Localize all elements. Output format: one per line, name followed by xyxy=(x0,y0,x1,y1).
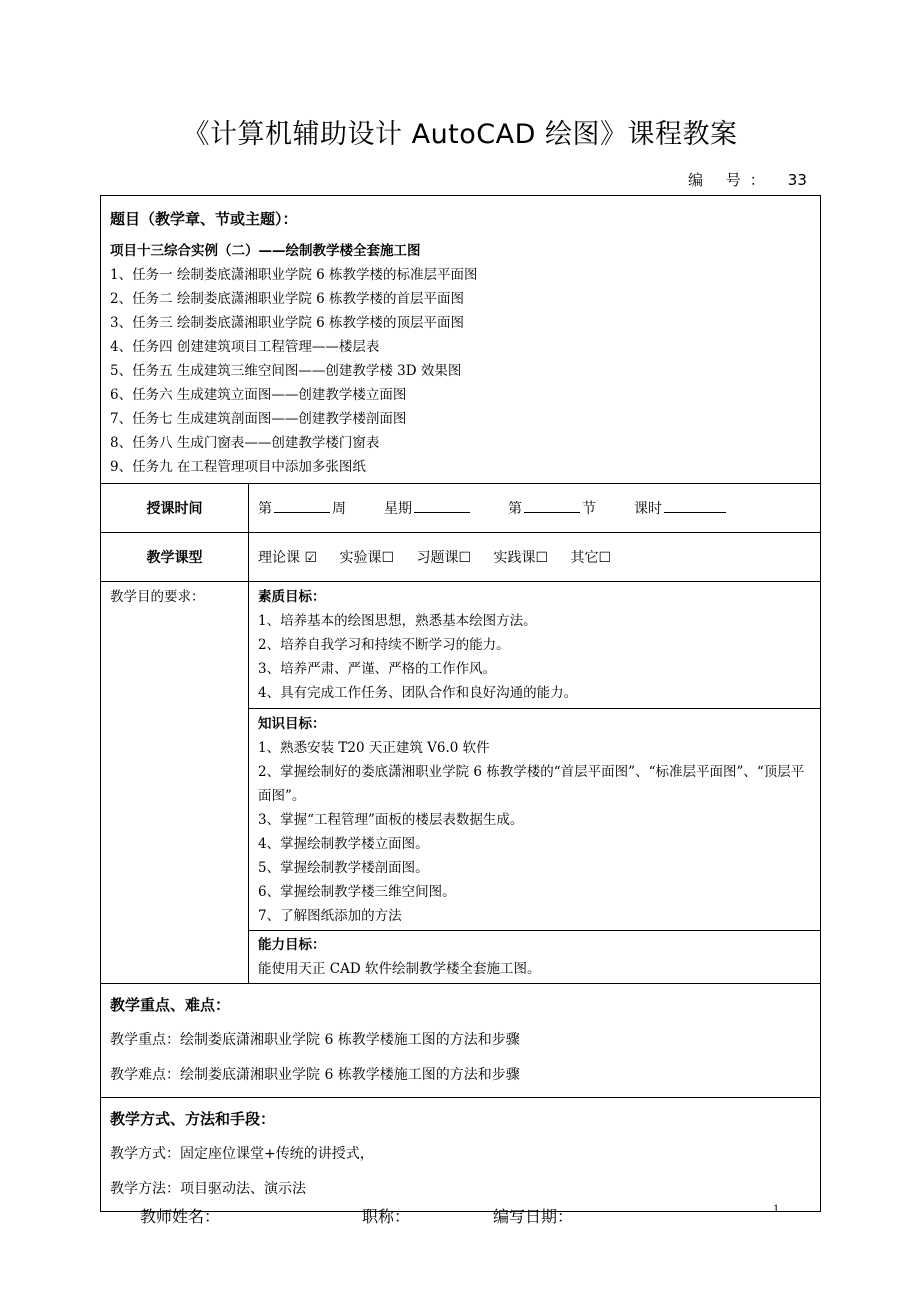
knowledge-goals xyxy=(249,708,820,930)
task-item: 3、任务三 绘制娄底潇湘职业学院 6 栋教学楼的顶层平面图 xyxy=(110,315,465,331)
ability-heading: 能力目标： xyxy=(258,937,326,953)
task-item: 6、任务六 生成建筑立面图——创建教学楼立面图 xyxy=(110,387,407,403)
schedule-label: 授课时间 xyxy=(101,484,249,533)
objectives-row xyxy=(101,582,821,984)
topic-row xyxy=(101,196,821,484)
option-practice[interactable]: 实践课☐ xyxy=(493,550,549,566)
section-blank xyxy=(524,498,580,513)
page-number: 1 xyxy=(773,1201,779,1215)
key-points-row xyxy=(101,984,821,1098)
teaching-focus: 教学重点：绘制娄底潇湘职业学院 6 栋教学楼施工图的方法和步骤 xyxy=(110,1032,520,1048)
objectives-label-cell xyxy=(101,582,249,984)
task-item: 8、任务八 生成门窗表——创建教学楼门窗表 xyxy=(110,435,380,451)
task-item: 1、任务一 绘制娄底潇湘职业学院 6 栋教学楼的标准层平面图 xyxy=(110,267,478,283)
knowledge-item: 2、掌握绘制好的娄底潇湘职业学院 6 栋教学楼的“首层平面图”、“标准层平面图”、“顶层平面图”。 xyxy=(258,764,805,804)
hours-label: 课时 xyxy=(634,501,662,517)
teaching-difficulty: 教学难点：绘制娄底潇湘职业学院 6 栋教学楼施工图的方法和步骤 xyxy=(110,1067,520,1083)
quality-item: 4、具有完成工作任务、团队合作和良好沟通的能力。 xyxy=(258,685,578,701)
day-blank xyxy=(414,498,470,513)
methods-heading: 教学方式、方法和手段： xyxy=(110,1110,276,1128)
task-item: 7、任务七 生成建筑剖面图——创建教学楼剖面图 xyxy=(110,411,407,427)
task-item: 5、任务五 生成建筑三维空间图——创建教学楼 3D 效果图 xyxy=(110,363,462,379)
task-item: 4、任务四 创建建筑项目工程管理——楼层表 xyxy=(110,339,380,355)
option-exercise[interactable]: 习题课☐ xyxy=(416,550,472,566)
quality-heading: 素质目标： xyxy=(258,589,326,605)
knowledge-item: 6、掌握绘制教学楼三维空间图。 xyxy=(258,884,456,900)
topic-cell xyxy=(101,196,821,484)
lesson-type-label: 教学课型 xyxy=(101,533,249,582)
teaching-mode: 教学方式：固定座位课堂+传统的讲授式， xyxy=(110,1146,374,1162)
hours-blank xyxy=(664,498,726,513)
knowledge-item: 7、了解图纸添加的方法 xyxy=(258,908,402,924)
project-title: 项目十三综合实例（二）——绘制教学楼全套施工图 xyxy=(110,243,421,259)
lesson-type-options xyxy=(249,533,821,582)
option-lab[interactable]: 实验课☐ xyxy=(339,550,395,566)
task-item: 2、任务二 绘制娄底潇湘职业学院 6 栋教学楼的首层平面图 xyxy=(110,291,465,307)
footer-title: 职称： xyxy=(362,1207,411,1226)
ability-item: 能使用天正 CAD 软件绘制教学楼全套施工图。 xyxy=(258,961,541,977)
week-suffix: 周 xyxy=(332,501,346,517)
objectives-cell xyxy=(249,582,821,984)
knowledge-item: 4、掌握绘制教学楼立面图。 xyxy=(258,836,429,852)
section-prefix: 第 xyxy=(508,501,522,517)
quality-item: 1、培养基本的绘图思想，熟悉基本绘图方法。 xyxy=(258,613,537,629)
doc-number xyxy=(688,169,807,190)
key-points-heading: 教学重点、难点： xyxy=(110,996,231,1014)
option-other[interactable]: 其它☐ xyxy=(570,550,612,566)
knowledge-item: 3、掌握“工程管理”面板的楼层表数据生成。 xyxy=(258,812,524,828)
doc-number-value: 33 xyxy=(787,171,807,189)
footer-date: 编写日期： xyxy=(493,1207,574,1226)
schedule-row xyxy=(101,484,821,533)
methods-cell xyxy=(101,1098,821,1212)
week-prefix: 第 xyxy=(258,501,272,517)
knowledge-item: 1、熟悉安装 T20 天正建筑 V6.0 软件 xyxy=(258,740,490,756)
quality-item: 3、培养严肃、严谨、严格的工作作风。 xyxy=(258,661,497,677)
footer-teacher-name: 教师姓名： xyxy=(140,1207,221,1226)
doc-number-label: 编 号： xyxy=(688,171,774,189)
lesson-plan-table xyxy=(100,195,821,1212)
knowledge-item: 5、掌握绘制教学楼剖面图。 xyxy=(258,860,429,876)
quality-item: 2、培养自我学习和持续不断学习的能力。 xyxy=(258,637,510,653)
key-points-cell xyxy=(101,984,821,1098)
knowledge-heading: 知识目标： xyxy=(258,716,326,732)
document-title: 《计算机辅助设计 AutoCAD 绘图》课程教案 xyxy=(182,119,738,150)
option-theory[interactable]: 理论课 ☑ xyxy=(258,550,318,566)
day-label: 星期 xyxy=(384,501,412,517)
lesson-type-row xyxy=(101,533,821,582)
topic-heading: 题目（教学章、节或主题）： xyxy=(110,210,298,228)
objectives-label: 教学目的要求： xyxy=(110,589,205,605)
task-list xyxy=(110,263,811,479)
methods-row xyxy=(101,1098,821,1212)
week-blank xyxy=(274,498,330,513)
ability-goals xyxy=(249,930,820,983)
teaching-method: 教学方法：项目驱动法、演示法 xyxy=(110,1181,306,1197)
quality-goals xyxy=(249,582,820,708)
task-item: 9、任务九 在工程管理项目中添加多张图纸 xyxy=(110,459,366,475)
schedule-value xyxy=(249,484,821,533)
section-suffix: 节 xyxy=(582,501,596,517)
